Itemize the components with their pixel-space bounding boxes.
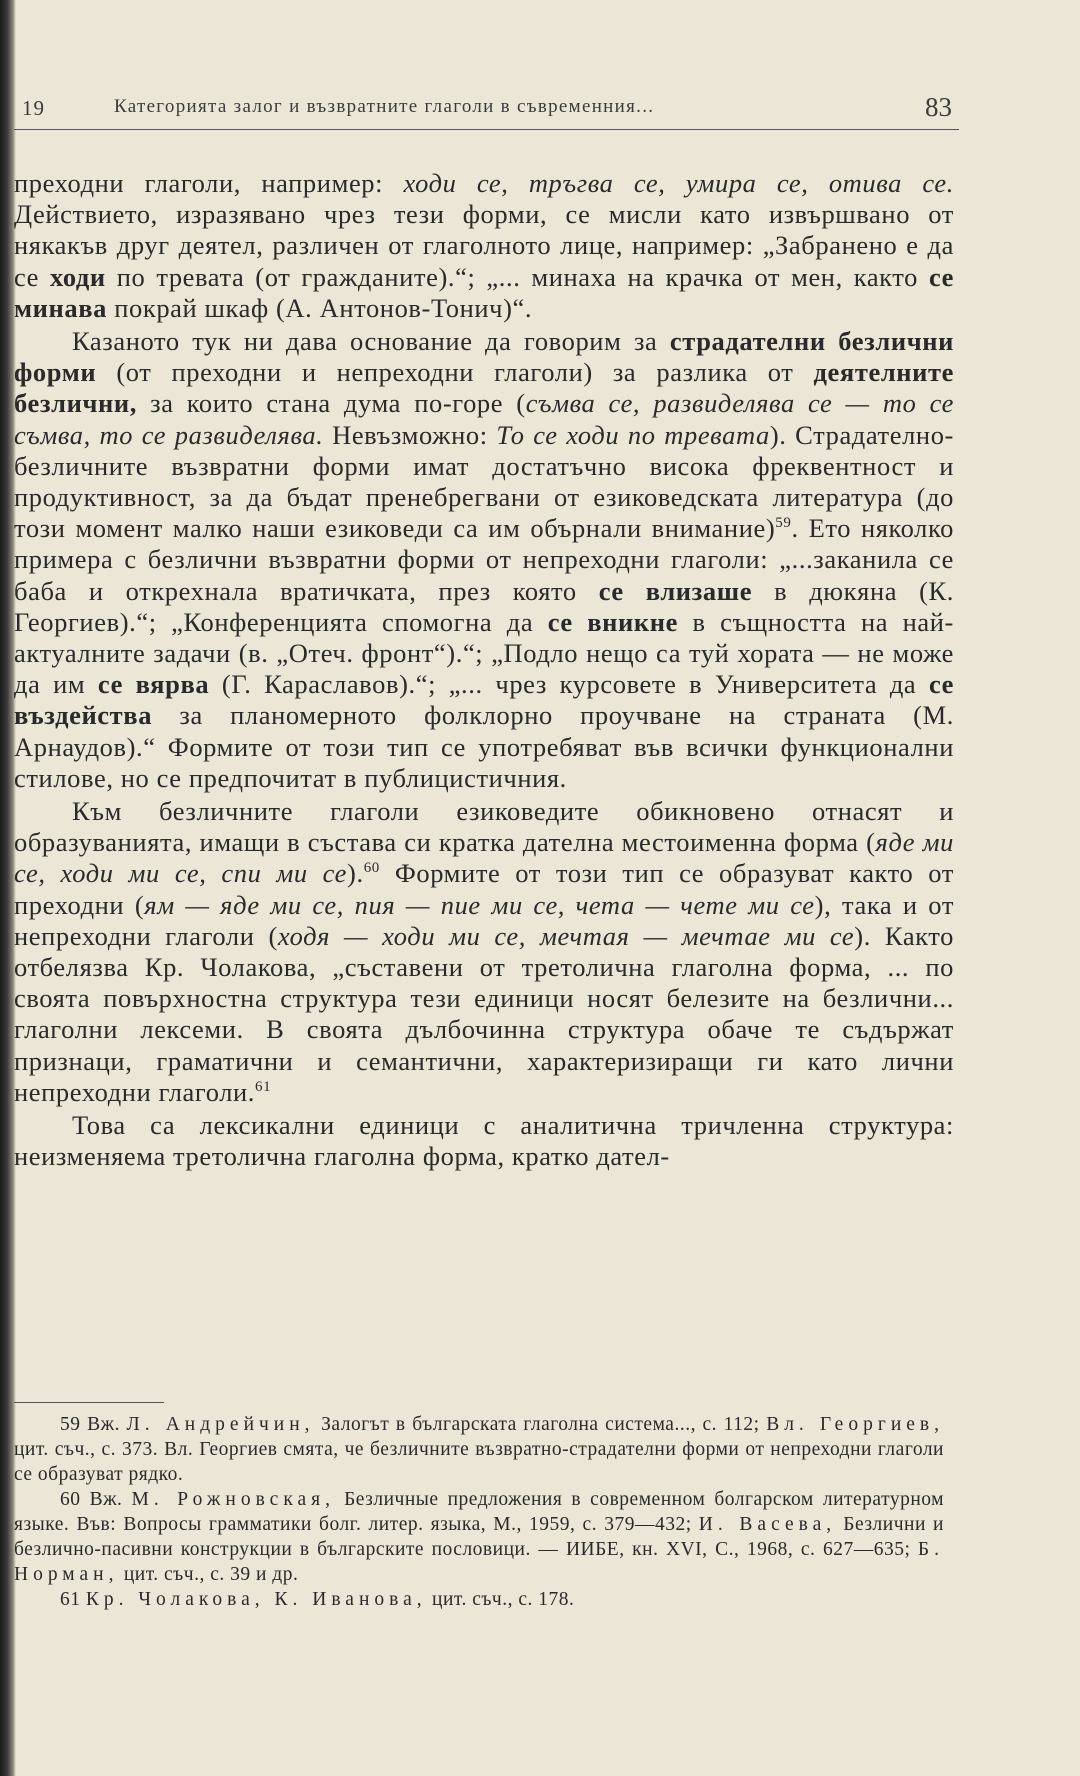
footnote-59: 59 Вж. Л. Андрейчин, Залогът в българската глаголна система..., с. 112; Вл. Георгиев, цит. съч., с. 373. Вл. Георгиев смята, че безличните възвратно-страдателни форми от непреходни глаголи се образуват рядко.	[14, 1414, 945, 1485]
running-head	[22, 92, 952, 126]
running-head-title: Категорията залог и възвратните глаголи в съвременния...	[114, 96, 655, 117]
footnote-ref-61[interactable]: 61	[255, 1079, 272, 1096]
paragraph-3: Към безличните глаголи езиковедите обикновено отнасят и образуванията, имащи в състава си кратка дателна местоименна форма (яде ми се, ходи ми се, спи ми се).$^{60}$ Формите от този тип се образуват както от преходни (ям — яде ми се, пия — пие ми се, чета — чете ми се), така и от непреходни глаголи (ходя — ходи ми се, мечтая — мечтае ми се). Както отбелязва Кр. Чолакова, „съставени от третолична глаголна форма, ... по своята повърхностна структура тези единици носят белезите на безлични... глаголни лексеми. В своята дълбочинна структура обаче те съдържат признаци, граматични и семантични, характеризиращи ги като лични непреходни глаголи.$^{61}$	[14, 796, 954, 1107]
paragraph-2: Казаното тук ни дава основание да говорим за страдателни безлични форми (от преходни и непреходни глаголи) за разлика от деятелните безлични, за които стана дума по-горе (съмва се, развиделява се — то се съмва, то се развиделява. Невъзможно: То се ходи по тревата). Страдателно-безличните възвратни форми имат достатъчно висока фреквентност и продуктивност, за да бъдат пренебрегвани от езиковедската литература (до този момент малко наши езиковеди са им обърнали внимание)$^{59}$. Ето няколко примера с безлични възвратни форми от непреходни глаголи: „...заканила се баба и открехнала вратичката, през която се влизаше в дюкяна (К. Георгиев).“; „Конференцията спомогна да се вникне в същността на най-актуалните задачи (в. „Отеч. фронт“).“; „Подло нещо са туй хората — не може да им се вярва (Г. Караславов).“; „... чрез курсовете в Университета да се въздейства за планомерното фолклорно проучване на страната (М. Арнаудов).“ Формите от този тип се употребяват във всички функционални стилове, но се предпочитат в публицистичния.	[14, 326, 955, 793]
body-text	[14, 168, 954, 1173]
header-rule	[14, 129, 959, 130]
footnote-60: 60 Вж. М. Рожновская, Безличные предложения в современном болгарском литературном языке. Във: Вопросы грамматики болг. литер. языка, М., 1959, с. 379—432; И. Васева, Безлични и безлично-пасивни конструкции в българските пословици. — ИИБЕ, кн. XVI, С., 1968, с. 627—635; Б. Норман, цит. съч., с. 39 и др.	[14, 1489, 945, 1585]
paragraph-1: преходни глаголи, например: ходи се, тръгва се, умира се, отива се. Действието, изразявано чрез тези форми, се мисли като извършвано от някакъв друг деятел, различен от глаголното лице, например: „Забранено е да се ходи по тревата (от гражданите).“; „... минаха на крачка от мен, както се минава покрай шкаф (А. Антонов-Тонич)“.	[14, 168, 954, 323]
footnote-61: 61 Кр. Чолакова, К. Иванова, цит. съч., с. 178.	[60, 1589, 575, 1610]
paragraph-4: Това са лексикални единици с аналитична тричленна структура: неизменяема третолична глаголна форма, кратко дател-	[14, 1110, 954, 1172]
footnote-rule	[14, 1402, 164, 1403]
running-head-left-number: 19	[22, 96, 45, 120]
footnote-ref-60[interactable]: 60	[363, 860, 380, 877]
footnote-ref-59[interactable]: 59	[775, 515, 792, 532]
footnotes	[14, 1412, 944, 1612]
page-number: 83	[925, 92, 952, 122]
